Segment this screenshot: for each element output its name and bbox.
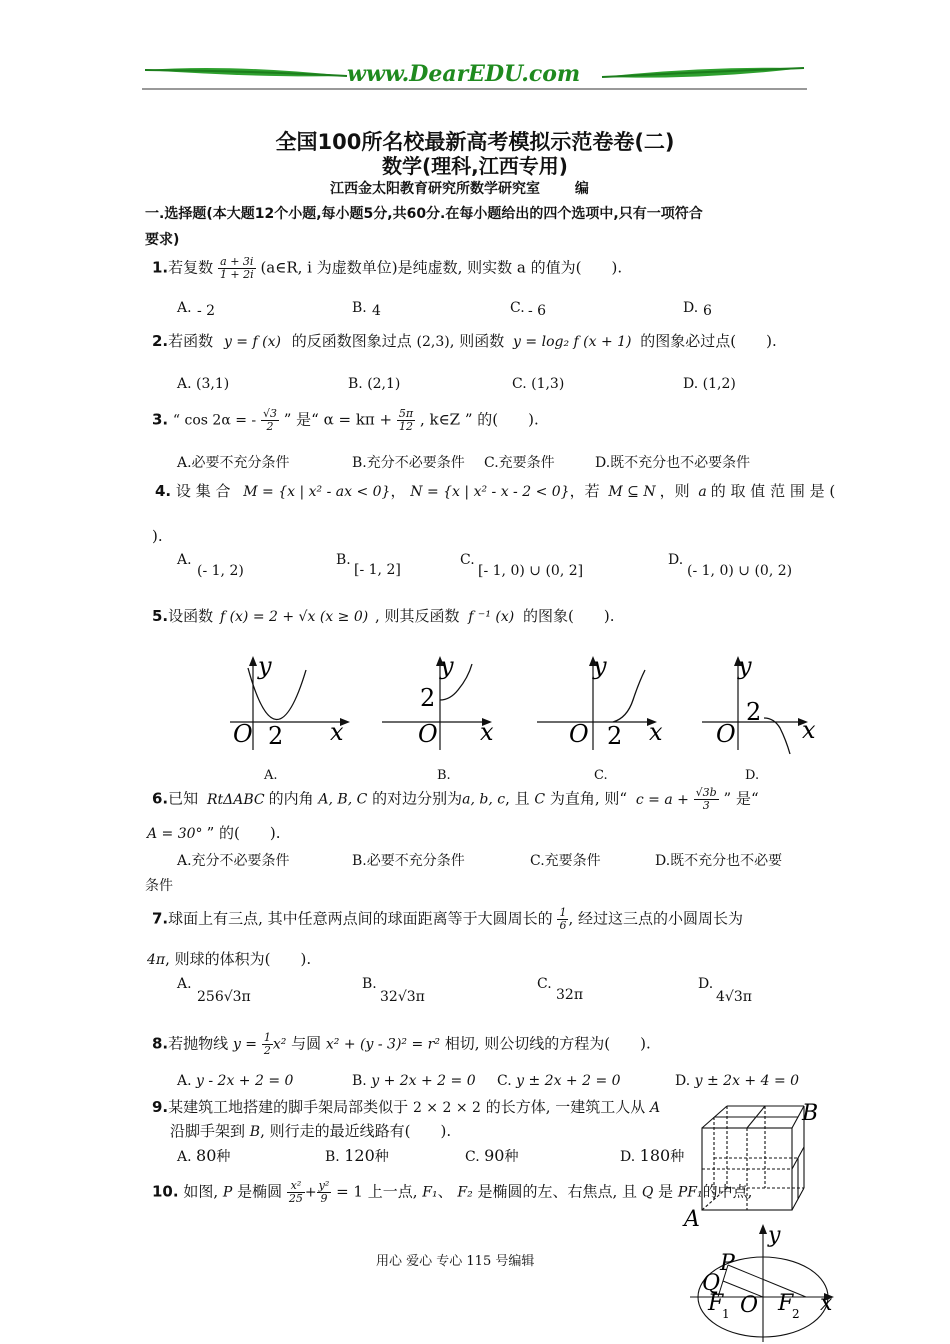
q7-option-c: C. <box>537 976 552 992</box>
question-7-line2: 4π, 则球的体积为( ). <box>147 950 312 968</box>
author-suffix: 编 <box>574 181 589 197</box>
q6-option-b: B.必要不充分条件 <box>352 853 465 869</box>
svg-text:1: 1 <box>722 1307 730 1321</box>
svg-text:A: A <box>684 1207 700 1230</box>
q8-option-b: B. y + 2x + 2 = 0 <box>352 1073 476 1089</box>
svg-text:O: O <box>418 720 438 748</box>
exam-title: 全国100所名校最新高考模拟示范卷卷(二) <box>275 130 675 154</box>
q1-option-a: A. <box>177 300 192 316</box>
q6-option-c: C.充要条件 <box>530 853 601 869</box>
q2-option-d: D. (1,2) <box>683 376 736 392</box>
fraction: $\frac{1}{2}$ <box>263 1031 271 1058</box>
site-logo-text: www.DearEDU.com <box>347 61 581 87</box>
question-2: 2.若函数 y = f (x) 的反函数图象过点 (2,3), 则函数 y = log₂ f (x + 1) 的图象必过点( ). <box>152 332 777 350</box>
q3-option-a: A.必要不充分条件 <box>177 455 290 471</box>
svg-text:y: y <box>768 1223 781 1248</box>
q7-option-b-value: 32√3π <box>380 989 425 1005</box>
question-4: 4. 设 集 合 M = {x | x² - ax < 0}， N = {x | x² - x - 2 < 0}，若 M ⊆ N ，则 a 的 取 值 范 围 是 ( <box>155 482 836 500</box>
q4-option-b: B. <box>336 552 351 568</box>
fraction: $\frac{\text{x²}}{25}$ <box>288 1179 303 1206</box>
q5-graph-b <box>380 650 510 755</box>
svg-text:y: y <box>258 652 272 680</box>
q5-option-c: C. <box>594 768 608 783</box>
exam-subtitle: 数学(理科,江西专用) <box>382 154 568 178</box>
section-heading-line2: 要求) <box>145 232 180 248</box>
q2-option-a: A. (3,1) <box>177 376 230 392</box>
q9-option-d: D. 180种 <box>620 1146 685 1165</box>
question-6: 6.已知 RtΔABC 的内角 A, B, C 的对边分别为a, b, c, 且 C 为直角, 则“ c = a + $\frac{√3b}{3}$ ” 是“ <box>152 786 759 813</box>
q7-option-c-value: 32π <box>556 987 584 1003</box>
q4-option-d-value: (- 1, 0) ∪ (0, 2) <box>687 563 793 579</box>
q8-option-a: A. y - 2x + 2 = 0 <box>177 1073 294 1089</box>
fraction: $\frac{1}{6}$ <box>559 906 567 933</box>
q1-option-a-value: - 2 <box>197 303 216 319</box>
author-name: 江西金太阳教育研究所数学研究室 <box>330 181 540 197</box>
question-7: 7.球面上有三点, 其中任意两点间的球面距离等于大圆周长的 $\frac{1}{6}$ , 经过这三点的小圆周长为 <box>152 906 744 933</box>
question-10: 10. 如图, P 是椭圆 $\frac{\text{x²}}{25}$ + $\frac{\text{y²}}{9}$ = 1 上一点, F₁、 F₂ 是椭圆的左、右焦点, 且 Q 是 PF₁的中点, <box>152 1179 753 1206</box>
q9-option-a: A. 80种 <box>177 1146 231 1165</box>
question-3: 3. “ cos 2α = - $\frac{√3}{2}$ ” 是“ α = kπ + $\frac{5\pi}{12}$ , k∈Z ” 的( ). <box>152 407 539 434</box>
fraction: $\frac{√3}{2}$ <box>262 407 277 434</box>
q9-option-b: B. 120种 <box>325 1146 389 1165</box>
q9-scaffold-figure <box>682 1098 822 1230</box>
q7-option-b: B. <box>362 976 377 992</box>
q3-option-c: C.充要条件 <box>484 455 555 471</box>
q5-graph-c <box>535 650 675 755</box>
q6-option-d: D.既不充分也不必要 <box>655 853 783 869</box>
q1-option-b-value: 4 <box>372 303 381 319</box>
section-heading-line1: 一.选择题(本大题12个小题,每小题5分,共60分.在每小题给出的四个选项中,只有一项符合 <box>145 206 703 222</box>
svg-text:y: y <box>593 652 607 680</box>
q4-option-c: C. <box>460 552 475 568</box>
q7-option-d: D. <box>698 976 714 992</box>
q1-option-d: D. <box>683 300 699 316</box>
svg-text:x: x <box>330 718 344 746</box>
question-text: (a∈R, i 为虚数单位)是纯虚数, 则实数 a 的值为( ). <box>260 258 623 277</box>
q8-option-d: D. y ± 2x + 4 = 0 <box>675 1073 800 1089</box>
q3-option-b: B.充分不必要条件 <box>352 455 465 471</box>
svg-text:2: 2 <box>792 1307 800 1321</box>
question-1 <box>152 256 622 281</box>
question-number: 1. <box>152 258 169 277</box>
q7-option-a: A. <box>177 976 192 992</box>
q6-option-d-continued: 条件 <box>145 878 173 894</box>
q4-option-b-value: [- 1, 2] <box>354 562 401 578</box>
author-line <box>330 178 589 198</box>
q9-option-c: C. 90种 <box>465 1146 519 1165</box>
q1-option-c: C. <box>510 300 525 316</box>
svg-text:x: x <box>820 1291 833 1316</box>
q2-option-b: B. (2,1) <box>348 376 401 392</box>
fraction: $\frac{√3b}{3}$ <box>695 786 717 813</box>
q1-option-d-value: 6 <box>703 303 712 319</box>
svg-text:F: F <box>778 1291 794 1316</box>
question-9-line2: 沿脚手架到 B, 则行走的最近线路有( ). <box>170 1122 452 1140</box>
svg-text:y: y <box>738 652 752 680</box>
q10-ellipse-figure <box>688 1220 838 1344</box>
question-5: 5.设函数 f (x) = 2 + √x (x ≥ 0) , 则其反函数 f ⁻¹ (x) 的图象( ). <box>152 607 615 625</box>
q2-option-c: C. (1,3) <box>512 376 565 392</box>
header-banner <box>142 62 807 92</box>
q4-option-a: A. <box>177 552 192 568</box>
page-footer: 用心 爱心 专心 115 号编辑 <box>376 1254 535 1269</box>
svg-text:F: F <box>708 1291 724 1316</box>
q1-option-b: B. <box>352 300 367 316</box>
q5-option-a: A. <box>264 768 278 783</box>
q7-option-a-value: 256√3π <box>197 989 251 1005</box>
fraction: $\frac{a + 3i}{1 + 2i}$ <box>219 255 254 282</box>
svg-text:P: P <box>720 1251 735 1276</box>
svg-text:y: y <box>440 652 454 680</box>
fraction: $\frac{5\pi}{12}$ <box>398 407 414 434</box>
question-text: 若复数 <box>168 258 214 277</box>
q7-option-d-value: 4√3π <box>716 989 752 1005</box>
q5-graph-d <box>700 650 825 760</box>
question-6-line2: A = 30° ” 的( ). <box>147 824 281 842</box>
q4-option-d: D. <box>668 552 684 568</box>
q4-option-c-value: [- 1, 0) ∪ (0, 2] <box>478 563 584 579</box>
question-8: 8.若抛物线 y = $\frac{1}{2}$ x² 与圆 x² + (y - 3)² = r² 相切, 则公切线的方程为( ). <box>152 1031 651 1058</box>
q5-graph-a <box>228 650 358 755</box>
q5-option-b: B. <box>437 768 451 783</box>
svg-text:O: O <box>233 720 253 748</box>
q4-option-a-value: (- 1, 2) <box>197 563 244 579</box>
svg-text:O: O <box>740 1293 759 1318</box>
svg-text:x: x <box>802 716 816 744</box>
svg-text:2: 2 <box>268 722 284 750</box>
svg-text:Q: Q <box>702 1271 721 1296</box>
svg-text:x: x <box>649 718 663 746</box>
svg-text:x: x <box>480 718 494 746</box>
svg-text:2: 2 <box>607 722 623 750</box>
q6-option-a: A.充分不必要条件 <box>177 853 290 869</box>
svg-text:B: B <box>802 1101 819 1126</box>
q5-option-d: D. <box>745 768 760 783</box>
q1-option-c-value: - 6 <box>528 303 547 319</box>
q3-option-d: D.既不充分也不必要条件 <box>595 455 751 471</box>
q8-option-c: C. y ± 2x + 2 = 0 <box>497 1073 621 1089</box>
question-9: 9.某建筑工地搭建的脚手架局部类似于 2 × 2 × 2 的长方体, 一建筑工人从 A <box>152 1098 661 1116</box>
q4-tail: ). <box>152 527 163 545</box>
svg-text:2: 2 <box>746 698 762 726</box>
svg-text:2: 2 <box>420 684 436 712</box>
svg-text:O: O <box>569 720 589 748</box>
fraction: $\frac{\text{y²}}{9}$ <box>318 1179 330 1206</box>
svg-text:O: O <box>716 720 736 748</box>
